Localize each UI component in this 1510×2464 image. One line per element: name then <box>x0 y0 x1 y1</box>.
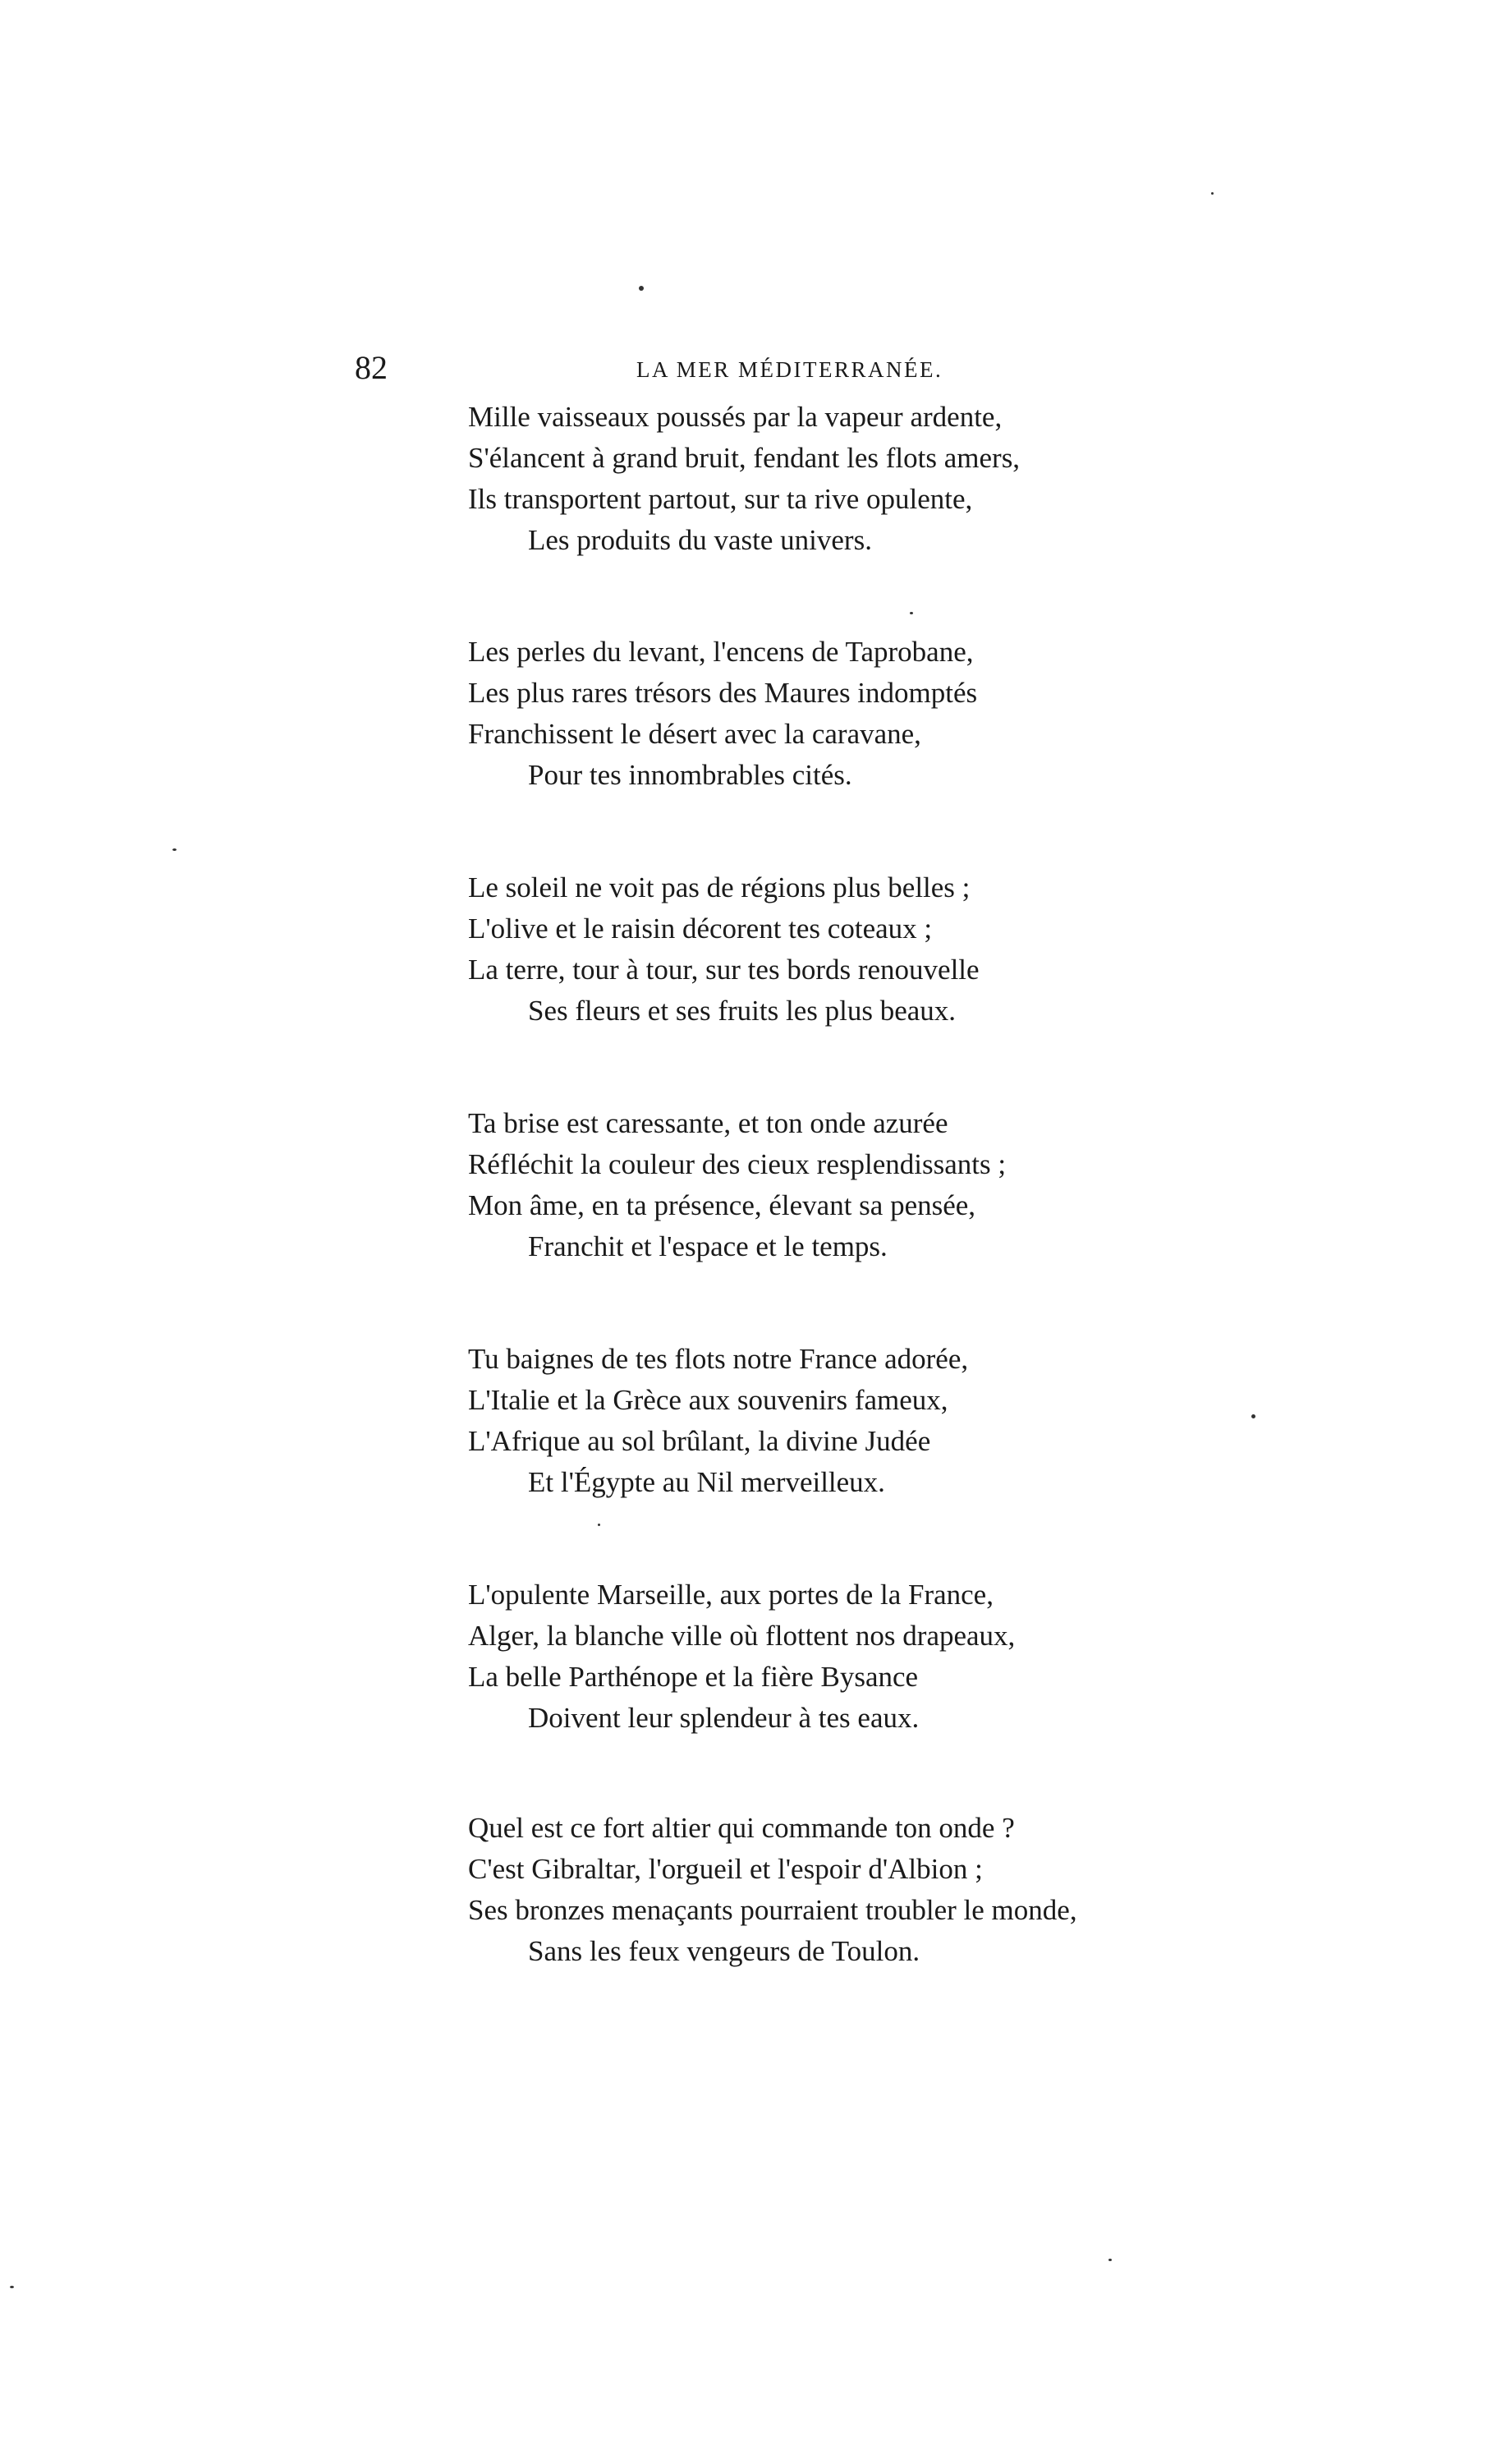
verse-line: Alger, la blanche ville où flottent nos drapeaux, <box>468 1620 1016 1652</box>
scan-speck <box>639 286 644 291</box>
stanza-3 <box>468 867 1125 1032</box>
verse-line: Franchit et l'espace et le temps. <box>528 1230 888 1262</box>
verse-line: Les produits du vaste univers. <box>528 524 872 556</box>
stanza-6 <box>468 1574 1125 1739</box>
verse-line: Ses bronzes menaçants pourraient troubler le monde, <box>468 1894 1077 1926</box>
verse-line: C'est Gibraltar, l'orgueil et l'espoir d'Albion ; <box>468 1853 983 1885</box>
stanza-7 <box>468 1808 1125 1972</box>
verse-line: S'élancent à grand bruit, fendant les flots amers, <box>468 442 1021 474</box>
scan-speck <box>1211 192 1214 195</box>
verse-line: Pour tes innombrables cités. <box>528 759 852 791</box>
verse-line: L'opulente Marseille, aux portes de la France, <box>468 1579 994 1611</box>
verse-line: Ta brise est caressante, et ton onde azurée <box>468 1107 948 1139</box>
verse-line: L'Afrique au sol brûlant, la divine Judée <box>468 1425 931 1457</box>
verse-line: L'Italie et la Grèce aux souvenirs fameux, <box>468 1384 948 1416</box>
verse-line: Les perles du levant, l'encens de Taprobane, <box>468 636 974 668</box>
verse-line: Le soleil ne voit pas de régions plus belles ; <box>468 871 971 903</box>
verse-line: Réfléchit la couleur des cieux resplendissants ; <box>468 1148 1007 1180</box>
stanza-1 <box>468 397 1125 561</box>
verse-line: Sans les feux vengeurs de Toulon. <box>528 1935 920 1967</box>
stanza-2 <box>468 632 1125 796</box>
scan-speck <box>1251 1414 1255 1418</box>
verse-line: Ses fleurs et ses fruits les plus beaux. <box>528 995 957 1027</box>
verse-line: Les plus rares trésors des Maures indomptés <box>468 677 978 709</box>
scan-speck <box>10 2286 14 2288</box>
verse-line: Tu baignes de tes flots notre France adorée, <box>468 1343 969 1375</box>
scan-speck <box>598 1524 600 1526</box>
page-number: 82 <box>355 349 388 386</box>
verse-line: Quel est ce fort altier qui commande ton onde ? <box>468 1812 1015 1844</box>
stanza-4 <box>468 1103 1125 1267</box>
verse-line: Doivent leur splendeur à tes eaux. <box>528 1702 920 1734</box>
scan-speck <box>172 848 177 851</box>
running-head: LA MER MÉDITERRANÉE. <box>636 357 943 382</box>
verse-line: La terre, tour à tour, sur tes bords renouvelle <box>468 954 980 986</box>
verse-line: Franchissent le désert avec la caravane, <box>468 718 921 750</box>
stanza-5 <box>468 1339 1125 1503</box>
verse-line: La belle Parthénope et la fière Bysance <box>468 1661 919 1693</box>
verse-line: Et l'Égypte au Nil merveilleux. <box>528 1466 885 1498</box>
verse-line: L'olive et le raisin décorent tes coteaux ; <box>468 913 933 945</box>
scan-speck <box>1108 2259 1112 2261</box>
scan-speck <box>910 612 913 614</box>
verse-line: Mille vaisseaux poussés par la vapeur ardente, <box>468 401 1003 433</box>
verse-line: Mon âme, en ta présence, élevant sa pensée, <box>468 1189 976 1221</box>
verse-line: Ils transportent partout, sur ta rive opulente, <box>468 483 973 515</box>
